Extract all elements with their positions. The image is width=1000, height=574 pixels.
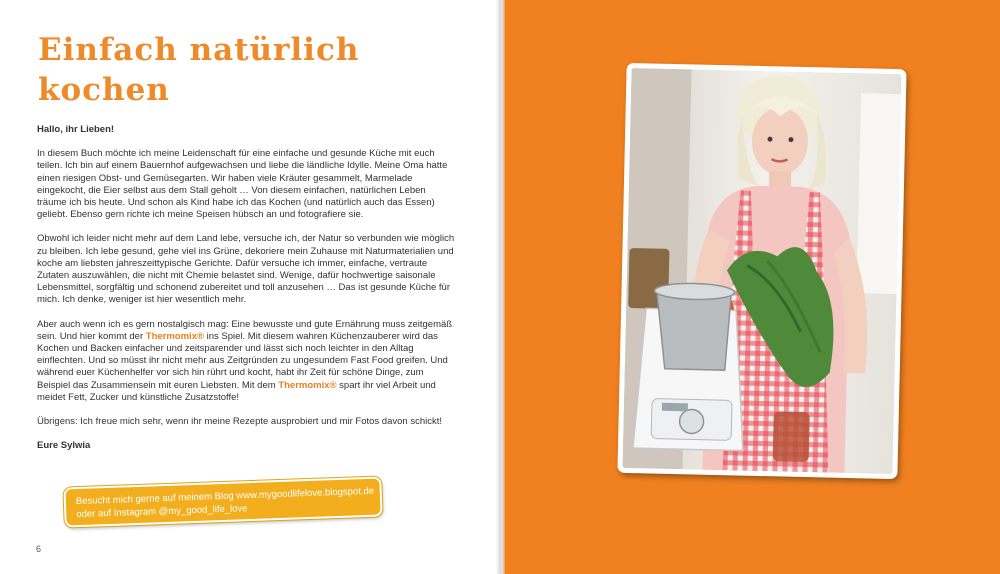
instagram-line: oder auf Instagram @my_good_life_love: [76, 503, 248, 521]
photo-of-woman-with-carrots-and-thermomix-icon: [622, 68, 901, 474]
page-number: 6: [36, 544, 42, 554]
paragraph-3-part-3: spart ihr viel Arbeit und meidet Fett, Zucker und künstliche Zusatzstoffe!: [37, 379, 436, 403]
page-title: [38, 30, 359, 110]
blog-line: Besucht mich gerne auf meinem Blog www.mygoodlifelove.blogspot.de: [75, 485, 375, 508]
title-line-2: kochen: [38, 72, 170, 108]
paragraph-3: [37, 319, 457, 404]
paragraph-3-part-1: Aber auch wenn ich es gern nostalgisch mag: Eine bewusste und gute Ernährung muss zeitgemäß sein. Und hier kommt der: [37, 318, 453, 342]
paragraph-1: In diesem Buch möchte ich meine Leidenschaft für eine einfache und gesunde Küche mit euch teilen. Ich bin auf einem Bauernhof aufgewachsen und liebe die ländliche Idylle. Meine Oma hatte einen riesigen Obst- und Gemüsegarten. Wir haben viele Kräuter gesammelt, Marmelade eingekocht, die Eier selbst aus dem Stall geholt … Von diesem einfachen, natürlichen Leben träume ich bis heute. Und schon als Kind habe ich das Kochen (und natürlich auch das Essen) geliebt. Ebenso gern richte ich meine Speisen hübsch an und fotografiere sie.: [37, 148, 448, 221]
body-text: [37, 124, 457, 464]
paragraph-4: Übrigens: Ich freue mich sehr, wenn ihr meine Rezepte ausprobiert und mir Fotos davon schickt!: [37, 416, 442, 428]
signature: Eure Sylwia: [37, 440, 91, 452]
paragraph-3-part-2: ins Spiel. Mit diesem wahren Küchenzauberer wird das Kochen und Backen einfacher und zeitsparender und lässt sich noch leichter in den Alltag einflechten. Und so müsst ihr nicht mehr aus Zeitgründen zu ungesundem Fast Food greifen. Und während euer Küchenhelfer vor sich hin rührt und kocht, habt ihr Zeit für schöne Dinge, zum Beispiel das Zusammensein mit euren Liebsten. Mit dem: [37, 330, 448, 391]
brand-name: Thermomix®: [145, 330, 204, 342]
blog-info-box: [63, 476, 382, 527]
author-photo: [617, 63, 906, 479]
title-line-1: Einfach natürlich: [38, 32, 360, 68]
greeting: Hallo, ihr Lieben!: [37, 124, 115, 135]
paragraph-2: Obwohl ich leider nicht mehr auf dem Land lebe, versuche ich, der Natur so verbunden wie möglich zu bleiben. Ich lebe gesund, gehe viel ins Grüne, dekoriere mein Zuhause mit Naturmaterialien und koche am liebsten jahreszeittypische Gerichte. Dafür versuche ich immer, einfache, vertraute Zutaten auszuwählen, die nicht mit Chemie belastet sind. Wenige, dafür hochwertige saisonale Lebensmittel, sorgfältig und schonend zubereitet und toll anzusehen … Das ist gesunde Küche für mich. Ich denke, weniger ist hier wesentlich mehr.: [37, 233, 455, 306]
brand-name: Thermomix®: [278, 379, 337, 391]
